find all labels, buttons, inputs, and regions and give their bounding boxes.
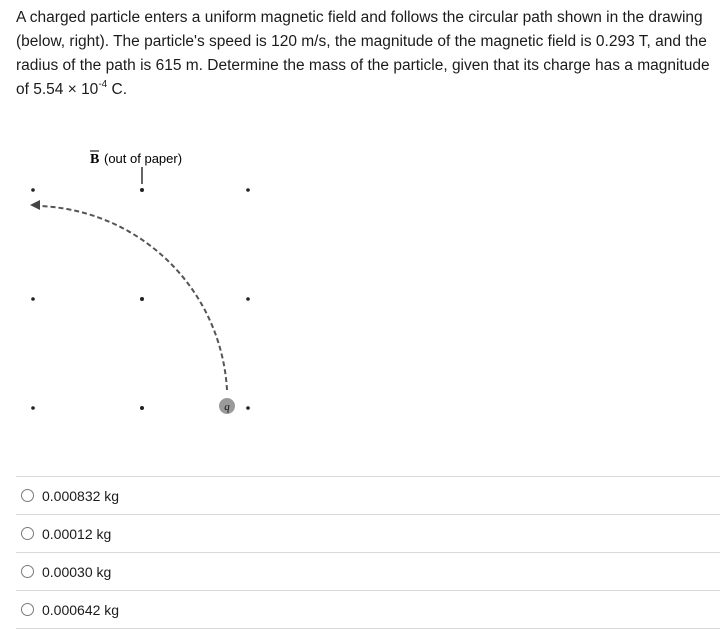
answer-option-2[interactable] — [16, 514, 720, 552]
radio-button[interactable] — [21, 603, 34, 616]
answer-option-label: 0.000832 kg — [42, 487, 120, 504]
question-unit: C. — [107, 81, 128, 98]
magnetic-field-figure — [0, 140, 300, 440]
question-exponent: -4 — [98, 78, 108, 90]
field-dot — [31, 188, 35, 192]
field-dot — [31, 297, 35, 301]
field-direction-label: (out of paper) — [104, 151, 183, 166]
radio-button[interactable] — [21, 527, 34, 540]
field-dots — [31, 188, 250, 410]
answer-choices — [16, 476, 720, 629]
figure-svg — [0, 140, 300, 440]
answer-option-label: 0.000642 kg — [42, 601, 120, 618]
radio-button[interactable] — [21, 565, 34, 578]
answer-option-label: 0.00012 kg — [42, 525, 112, 542]
field-dot — [31, 406, 35, 410]
field-dot — [140, 297, 144, 301]
answer-option-4[interactable] — [16, 590, 720, 629]
answer-option-label: 0.00030 kg — [42, 563, 112, 580]
field-dot — [246, 188, 250, 192]
field-dot — [246, 297, 250, 301]
answer-option-1[interactable] — [16, 476, 720, 514]
field-dot — [140, 188, 144, 192]
radio-button[interactable] — [21, 489, 34, 502]
question-body: A charged particle enters a uniform magnetic field and follows the circular path shown in the drawing (below, right). The particle's speed is 120 m/s, the magnitude of the magnetic field is 0.293 T, and the radius of the path is 615 m. Determine the mass of the particle, given that its charge has a magnitude of 5.54 × 10 — [16, 9, 710, 98]
field-dot — [246, 406, 250, 410]
answer-option-3[interactable] — [16, 552, 720, 590]
question-text — [16, 6, 724, 102]
path-arrowhead — [30, 200, 40, 210]
charge-label: q — [224, 401, 230, 413]
field-vector-symbol: B — [90, 152, 100, 167]
field-dot — [140, 406, 144, 410]
particle-path — [38, 206, 227, 390]
